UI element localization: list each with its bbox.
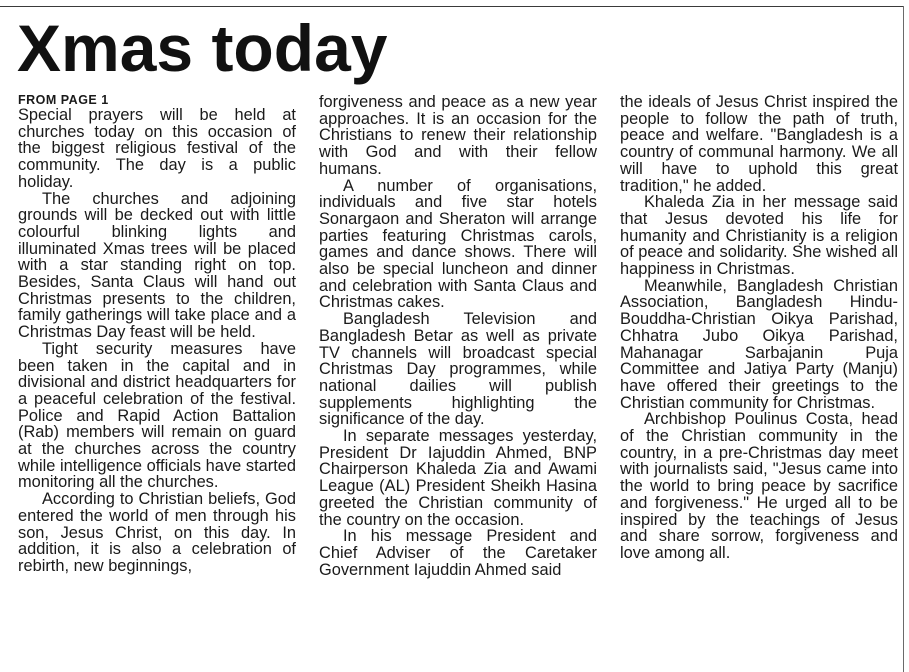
paragraph: Khaleda Zia in her message said that Jesus devoted his life for humanity and Christianity is a religion of peace and solidarity. She wished all happiness in Christmas. [620, 193, 898, 279]
headline: Xmas today [17, 11, 388, 85]
article-column-3 [620, 94, 898, 672]
paragraph: Special prayers will be held at churches today on this occasion of the biggest religious festival of the community. The day is a public holiday. [18, 106, 296, 191]
kicker: FROM PAGE 1 [18, 94, 109, 107]
paragraph: A number of organisations, individuals and five star hotels Sonargaon and Sheraton will arrange parties featuring Christmas carols, games and dance shows. There will also be special luncheon and dinner and celebration with Santa Claus and Christmas cakes. [319, 176, 597, 312]
paragraph: Tight security measures have been taken in the capital and in divisional and district headquarters for a peaceful celebration of the festival. Police and Rapid Action Battalion (Rab) members will remain on guard at the churches across the country while intelligence officials have started monitoring all the churches. [18, 339, 296, 492]
paragraph: The churches and adjoining grounds will be decked out with little colourful blinking lights and illuminated Xmas trees will be placed with a star standing right on top. Besides, Santa Claus will hand out Christmas presents to the children, family gatherings will take place and a Christmas Day feast will be held. [18, 189, 296, 342]
paragraph: Archbishop Poulinus Costa, head of the Christian community in the country, in a pre-Christmas day meet with journalists said, "Jesus came into the world to bring peace by sacrifice and forgiveness." He urged all to be inspired by the teachings of Jesus and share sorrow, forgiveness and love among all. [620, 410, 898, 562]
paragraph: According to Christian beliefs, God entered the world of men through his son, Jesus Christ, on this day. In addition, it is also a celebration of rebirth, new beginnings, [18, 490, 296, 575]
paragraph: In separate messages yesterday, President Dr Iajuddin Ahmed, BNP Chairperson Khaleda Zia and Awami League (AL) President Sheikh Hasina greeted the Christian community of the country on the occasion. [319, 427, 597, 529]
paragraph: Bangladesh Television and Bangladesh Betar as well as private TV channels will broadcast special Christmas Day programmes, while national dailies will publish supplements highlighting the significance of the day. [319, 310, 597, 429]
paragraph: Meanwhile, Bangladesh Christian Association, Bangladesh Hindu-Bouddha-Christian Oikya Parishad, Chhatra Jubo Oikya Parishad, Mahanagar Sarbajanin Puja Committee and Jatiya Party (Manju) have offered their greetings to the Christian community for Christmas. [620, 276, 898, 412]
paragraph: In his message President and Chief Adviser of the Caretaker Government Iajuddin Ahmed said [319, 527, 597, 579]
paragraph: forgiveness and peace as a new year approaches. It is an occasion for the Christians to renew their relationship with God and with their fellow humans. [319, 94, 597, 178]
right-rule [903, 6, 904, 672]
article-column-2 [319, 94, 597, 672]
paragraph: the ideals of Jesus Christ inspired the people to follow the path of truth, peace and welfare. "Bangladesh is a country of communal harmony. We all will have to uphold this great tradition," he added. [620, 94, 898, 195]
article-column-1 [18, 94, 296, 672]
top-rule [0, 6, 904, 7]
